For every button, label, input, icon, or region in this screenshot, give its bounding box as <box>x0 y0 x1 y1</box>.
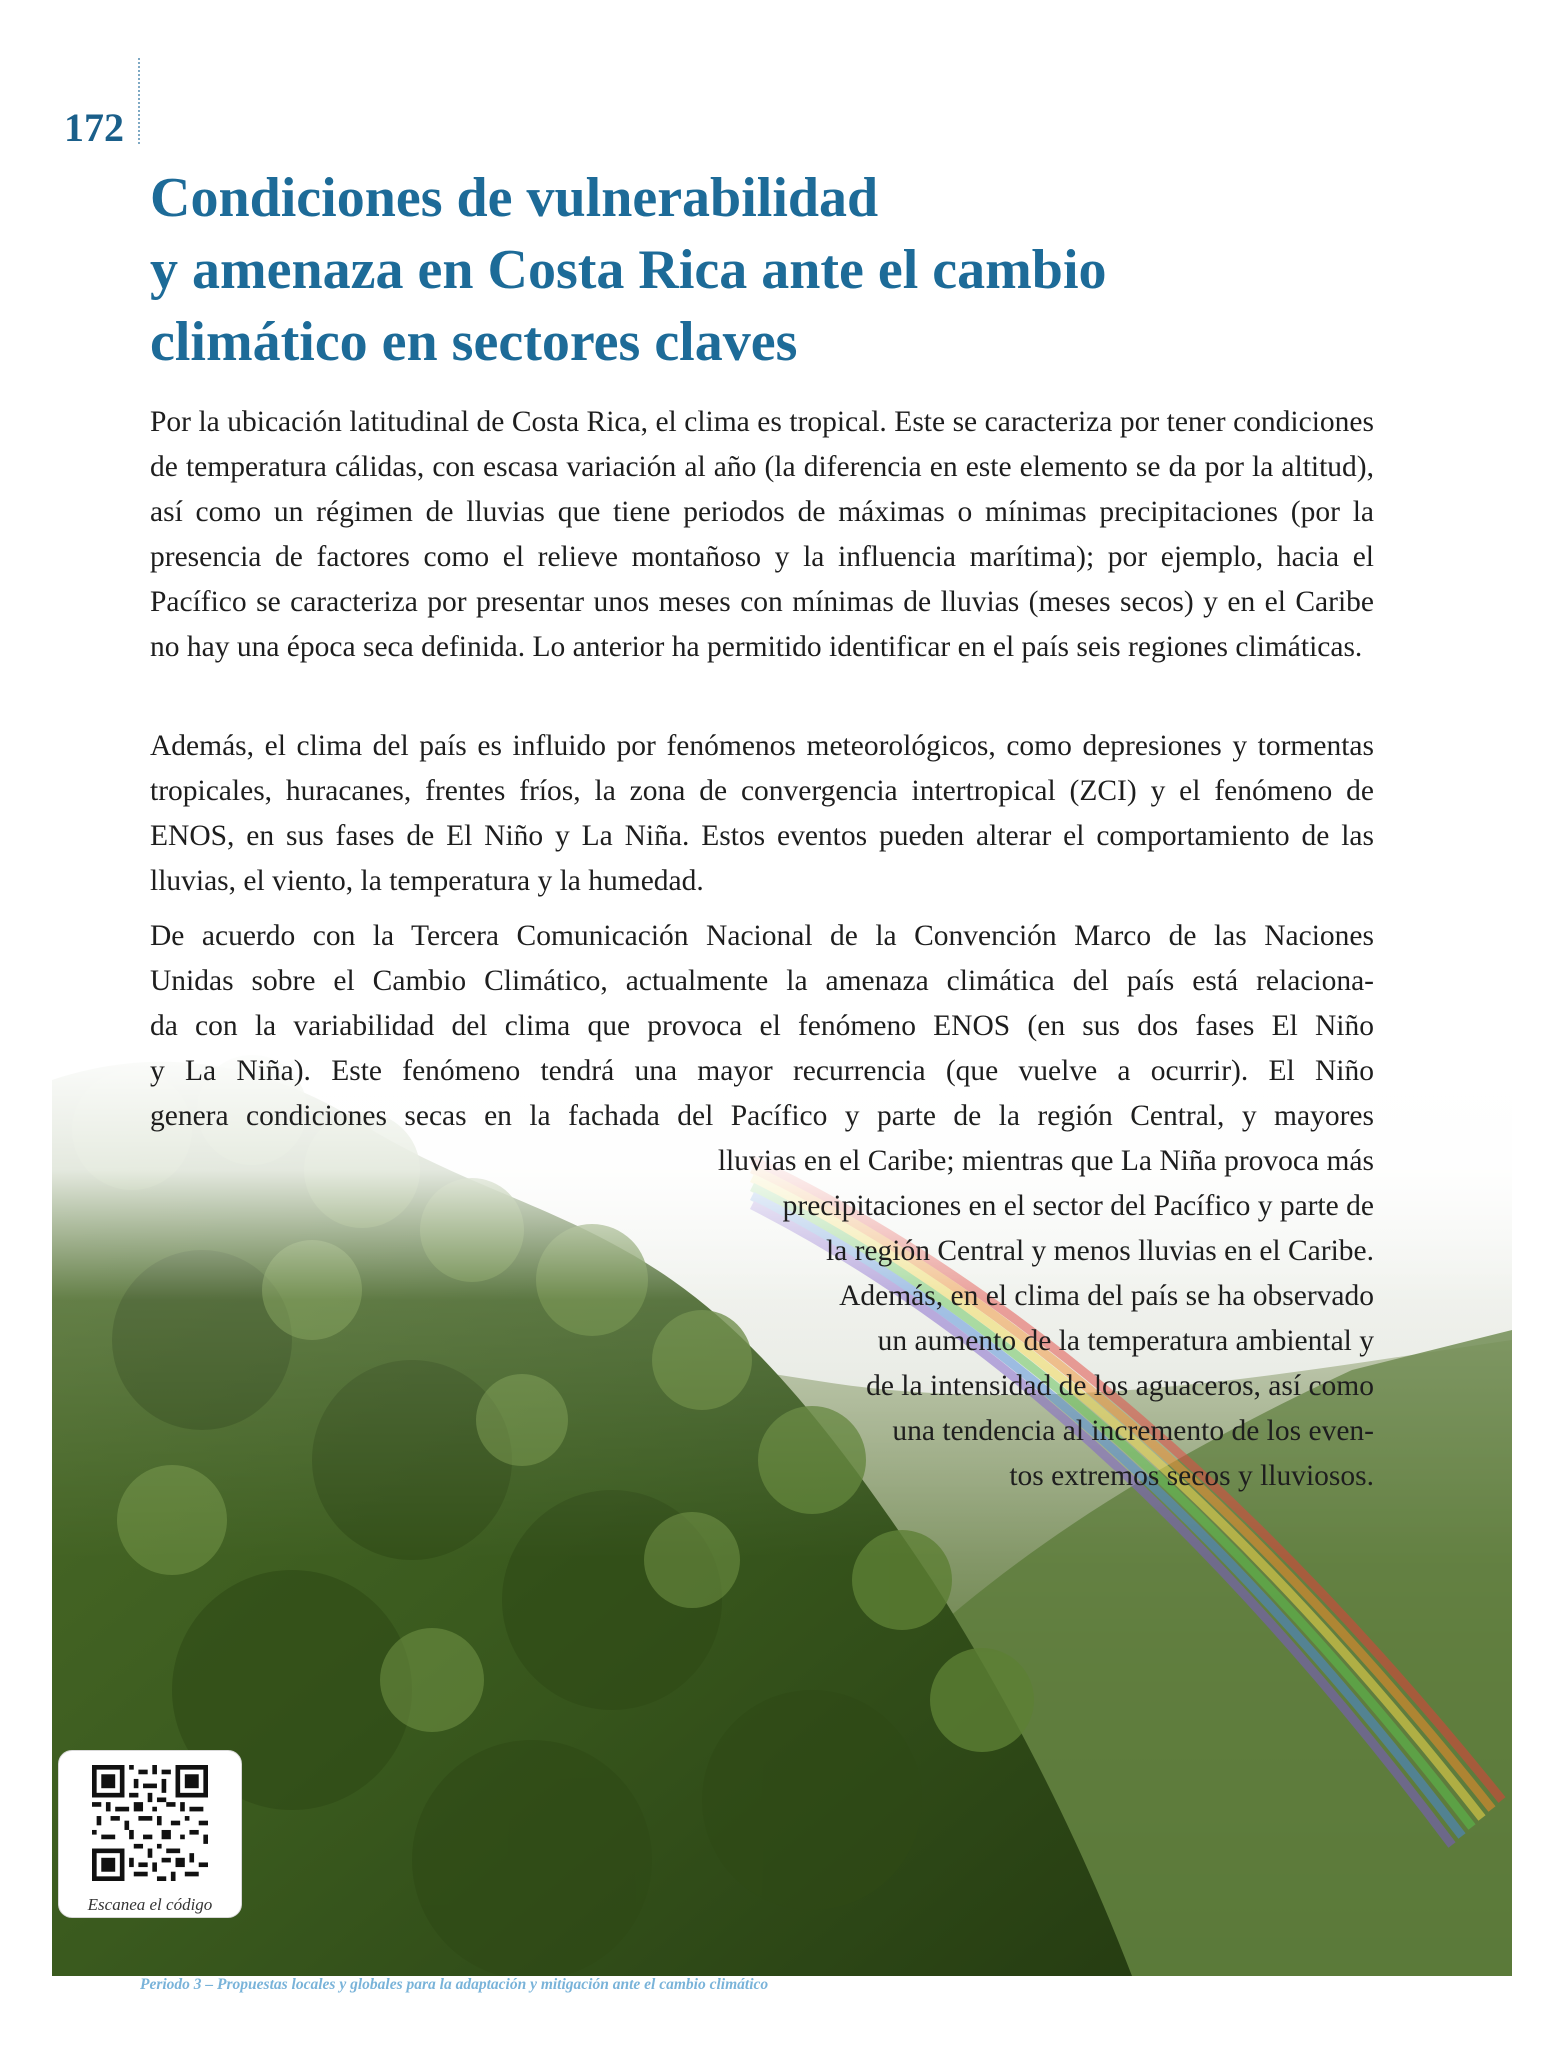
title-line: climático en sectores claves <box>150 311 798 373</box>
paragraph-line: un aumento de la temperatura ambiental y <box>877 1325 1374 1357</box>
title-line: y amenaza en Costa Rica ante el cambio <box>150 239 1107 301</box>
paragraph-line: Además, en el clima del país se ha observado <box>839 1280 1374 1312</box>
paragraph-line: lluvias en el Caribe; mientras que La Niña provoca más <box>717 1145 1374 1177</box>
margin-dotted-rule <box>138 58 140 144</box>
qr-card[interactable] <box>58 1750 242 1918</box>
paragraph-line: una tendencia al incremento de los even- <box>892 1415 1374 1447</box>
paragraph-meteorological-phenomena: Además, el clima del país es influido por fenómenos meteorológicos, como depresiones y tormentas tropicales, huracanes, frentes fríos, la zona de convergencia intertropical (ZCI) y el fenómeno de ENOS, en sus fases de El Niño y La Niña. Estos eventos pueden alterar el comportamiento de las lluvias, el viento, la temperatura y la humedad. <box>150 730 1374 897</box>
paragraph-line: da con la variabilidad del clima que provoca el fenómeno ENOS (en sus dos fases El Niño <box>150 1010 1374 1042</box>
page-number: 172 <box>64 105 124 150</box>
paragraph-line: y La Niña). Este fenómeno tendrá una mayor recurrencia (que vuelve a ocurrir). El Niño <box>150 1055 1374 1087</box>
paragraph-line: De acuerdo con la Tercera Comunicación Nacional de la Convención Marco de las Naciones <box>150 920 1374 952</box>
paragraph-line: tos extremos secos y lluviosos. <box>1009 1460 1374 1492</box>
paragraph-climate-threat <box>150 914 1374 1499</box>
title-line: Condiciones de vulnerabilidad <box>150 167 879 229</box>
page-title <box>150 162 1400 378</box>
qr-code-icon[interactable] <box>92 1765 208 1881</box>
qr-caption: Escanea el código <box>87 1895 213 1914</box>
paragraph-climate-tropical: Por la ubicación latitudinal de Costa Rica, el clima es tropical. Este se caracteriza por tener condiciones de temperatura cálidas, con escasa variación al año (la diferencia en este elemento se da por la altitud), así como un régimen de lluvias que tiene periodos de máximas o mínimas precipitaciones (por la presencia de factores como el relieve montañoso y la influencia marítima); por ejemplo, hacia el Pacífico se caracteriza por presentar unos meses con mínimas de lluvias (meses secos) y en el Caribe no hay una época seca definida. Lo anterior ha permitido identificar en el país seis regiones climáticas. <box>150 406 1374 663</box>
paragraph-line: Unidas sobre el Cambio Climático, actualmente la amenaza climática del país está relaciona- <box>150 965 1374 997</box>
paragraph-line: de la intensidad de los aguaceros, así como <box>866 1370 1374 1402</box>
footer-period-title: Periodo 3 – Propuestas locales y globales para la adaptación y mitigación ante el cambio climático <box>140 1976 769 1993</box>
paragraph-line: la región Central y menos lluvias en el Caribe. <box>825 1235 1374 1267</box>
paragraph-line: genera condiciones secas en la fachada del Pacífico y parte de la región Central, y mayores <box>150 1100 1374 1132</box>
paragraph-line: precipitaciones en el sector del Pacífico y parte de <box>782 1190 1374 1222</box>
